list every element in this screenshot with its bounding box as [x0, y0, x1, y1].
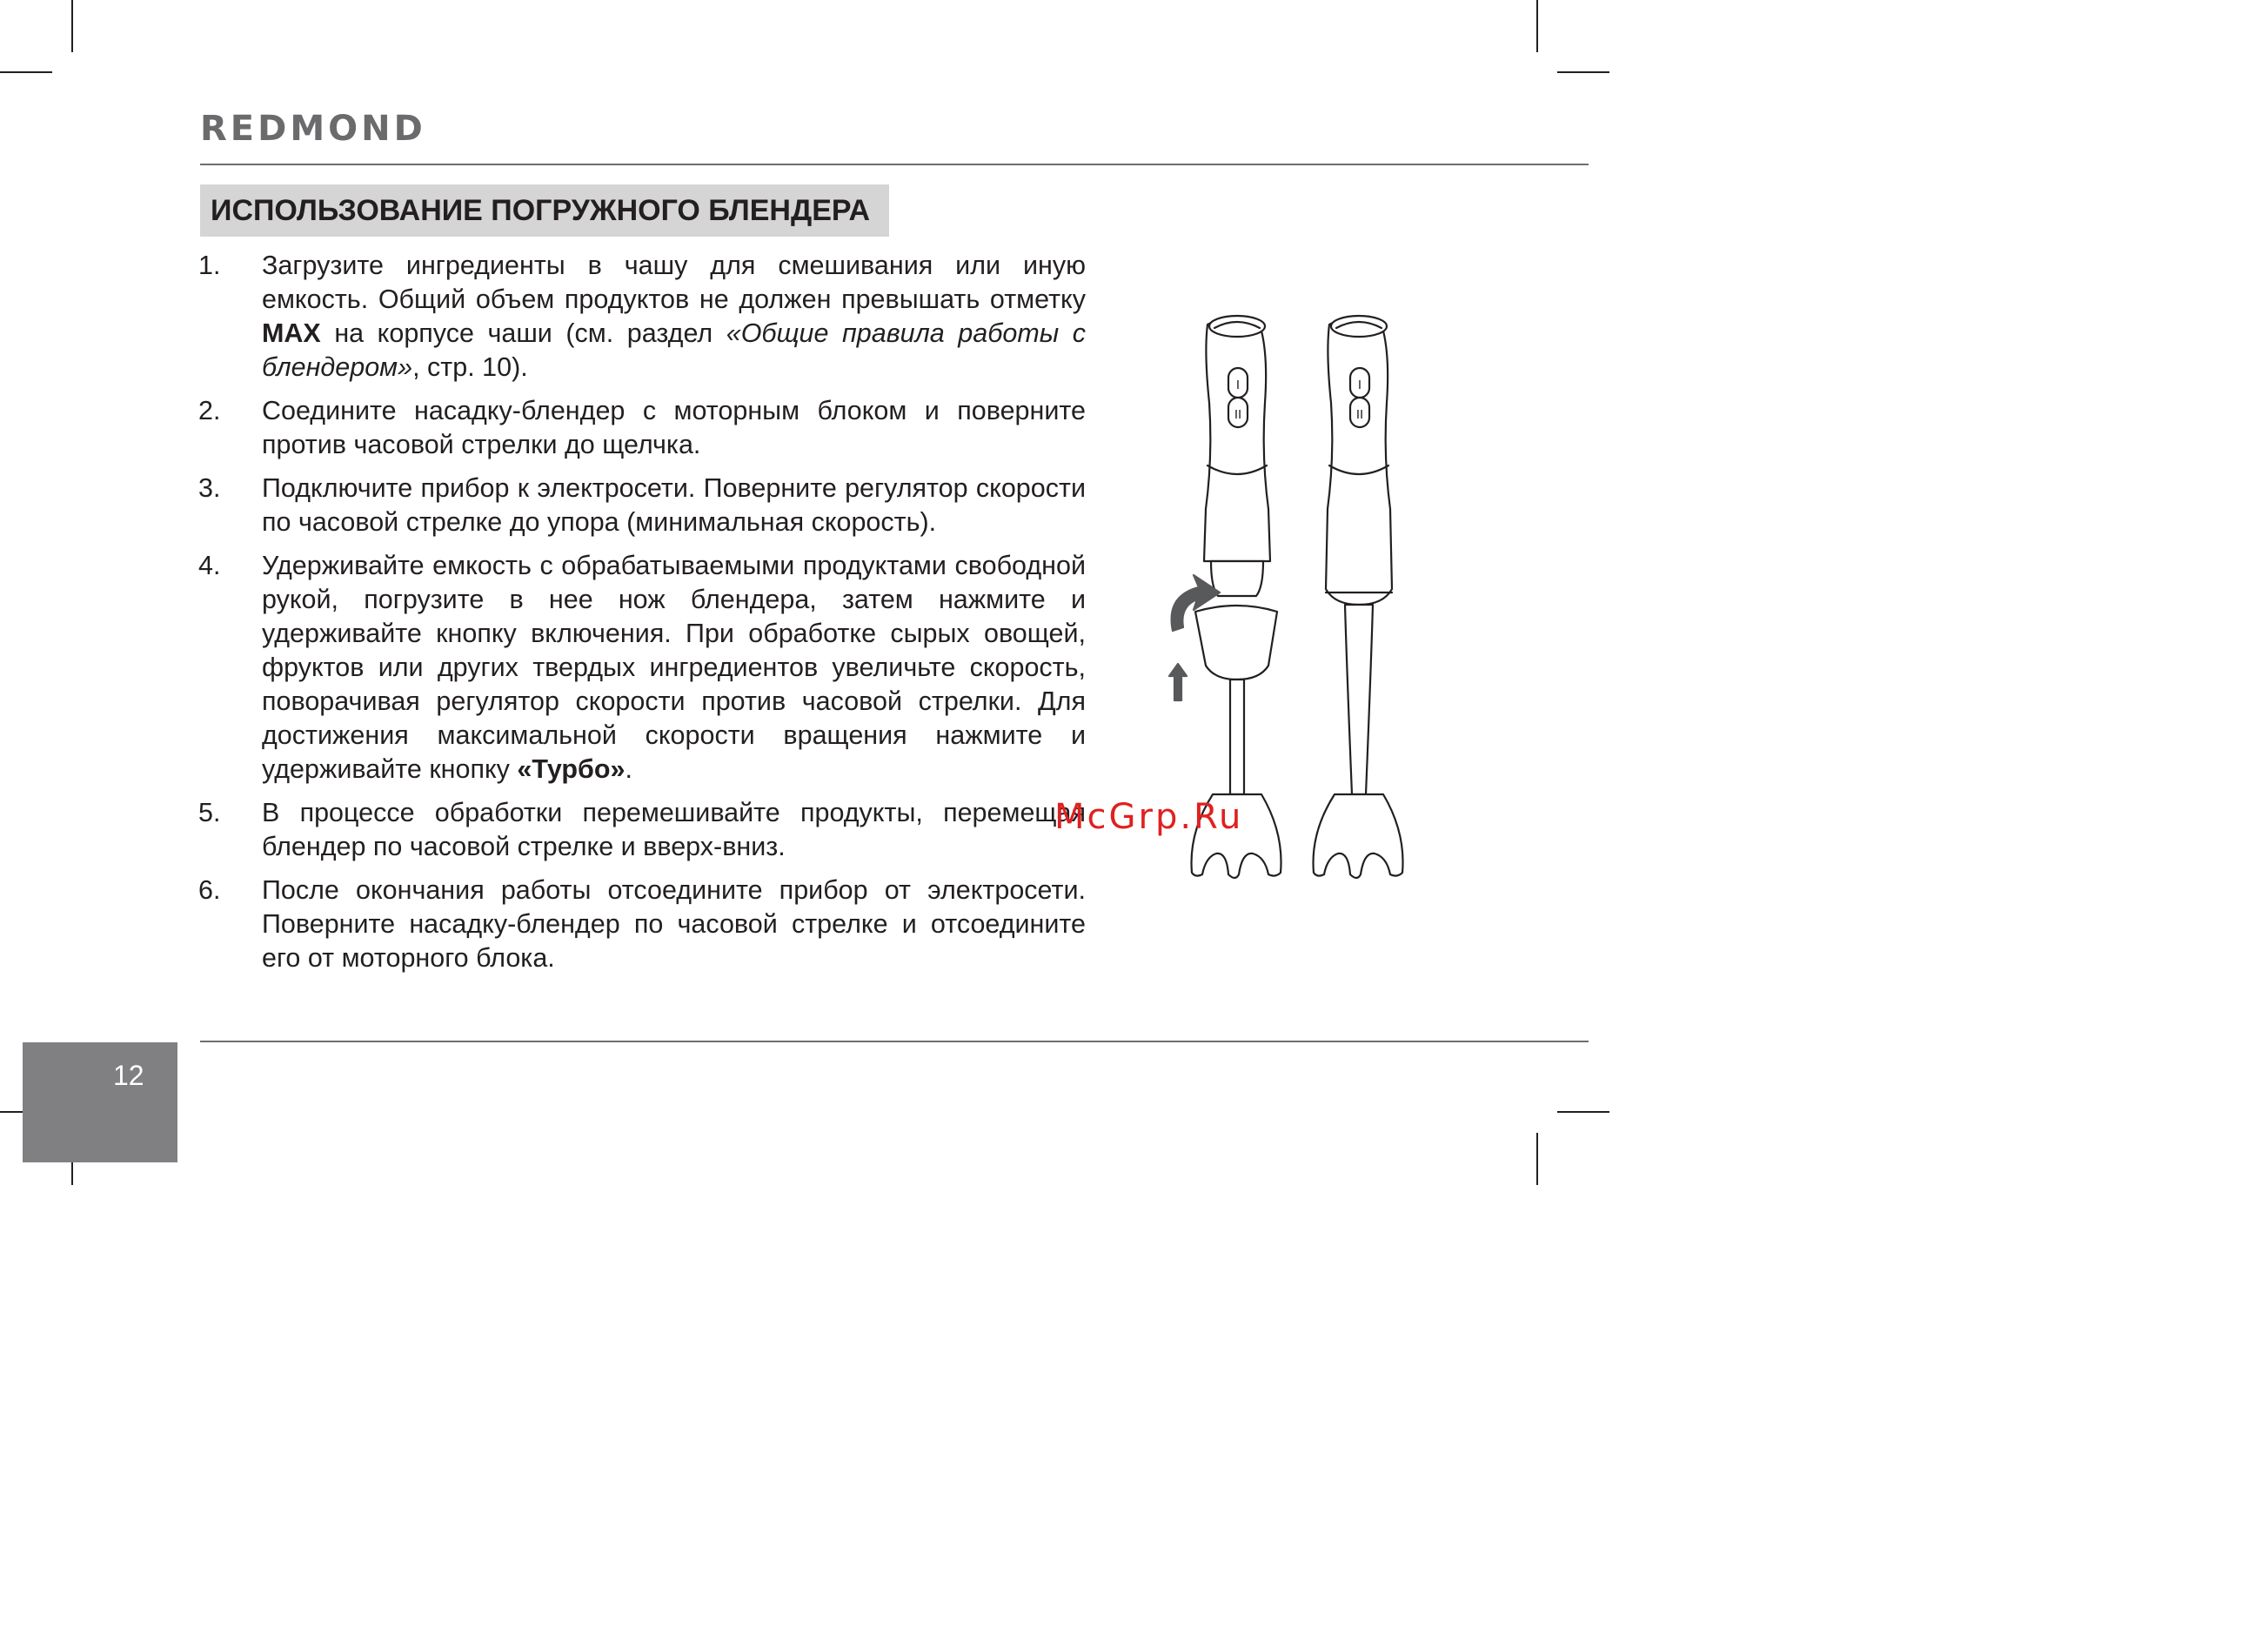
instruction-list [198, 249, 1086, 985]
crop-mark [0, 71, 52, 73]
instruction-step [198, 874, 1086, 975]
motor-body [1204, 318, 1270, 561]
step-text: Соедините насадку-блендер с моторным блоком и поверните против часовой стрелки до щелчка. [262, 396, 1086, 459]
step-text: , стр. 10). [412, 352, 528, 382]
motor-body-assembled [1326, 318, 1392, 605]
step-text: Подключите прибор к электросети. Поверните регулятор скорости по часовой стрелке до упора (минимальная скорость). [262, 473, 1086, 537]
turbo-button-label: II [1234, 407, 1242, 422]
step-number: 1. [198, 251, 221, 280]
step-text: Загрузите ингредиенты в чашу для смешивания или иную емкость. Общий объем продуктов не должен превышать отметку [262, 251, 1086, 314]
crop-mark [1557, 71, 1609, 73]
section-title: ИСПОЛЬЗОВАНИЕ ПОГРУЖНОГО БЛЕНДЕРА [200, 184, 889, 237]
brand-logo: REDMOND [200, 109, 426, 149]
step-text: В процессе обработки перемешивайте продукты, перемещая блендер по часовой стрелке и вверх-вниз. [262, 798, 1086, 861]
step-number: 6. [198, 875, 221, 905]
blender-disassembled [1169, 316, 1281, 878]
blender-shaft [1230, 680, 1244, 794]
header-rule [200, 164, 1589, 165]
instruction-step [198, 249, 1086, 385]
crop-mark [1557, 1111, 1609, 1113]
instruction-step [198, 549, 1086, 787]
blender-shaft-housing [1195, 606, 1277, 680]
step-text-italic: «Общие правила работы с блендером» [262, 318, 1086, 382]
power-button-label: I [1357, 378, 1362, 392]
step-number: 2. [198, 396, 221, 425]
step-text: на корпусе чаши (см. раздел [320, 318, 726, 348]
step-number: 4. [198, 551, 221, 580]
turbo-button-label: II [1355, 407, 1364, 422]
blender-bell-assembled [1314, 794, 1403, 878]
page-number: 12 [113, 1060, 144, 1091]
motor-coupling [1211, 561, 1263, 596]
footer-rule [200, 1041, 1589, 1042]
step-text-bold: MAX [262, 318, 321, 348]
instruction-step [198, 472, 1086, 539]
step-text-bold: «Турбо» [517, 754, 626, 784]
instruction-step [198, 394, 1086, 462]
step-text: После окончания работы отсоедините прибор от электросети. Поверните насадку-блендер по часовой стрелке и отсоедините его от моторного блока. [262, 875, 1086, 973]
crop-mark [1536, 1133, 1538, 1185]
crop-mark [1536, 0, 1538, 52]
step-number: 5. [198, 798, 221, 827]
instruction-step [198, 796, 1086, 864]
blender-assembled [1314, 316, 1403, 878]
crop-mark [71, 0, 73, 52]
blender-shaft-assembled [1345, 605, 1373, 794]
step-text: Удерживайте емкость с обрабатываемыми продуктами свободной рукой, погрузите в нее нож блендера, затем нажмите и удерживайте кнопку включения. При обработке сырых овощей, фруктов или других твердых ингредиентов увеличьте скорость, поворачивая регулятор скорости против часовой стрелки. Для достижения максимальной скорости вращения нажмите и удерживайте кнопку [262, 551, 1086, 784]
power-button-label: I [1235, 378, 1241, 392]
page-number-box [23, 1042, 177, 1162]
step-number: 3. [198, 473, 221, 503]
up-arrow-icon [1169, 664, 1187, 700]
watermark: McGrp.Ru [1054, 797, 1244, 837]
step-text: . [625, 754, 632, 784]
